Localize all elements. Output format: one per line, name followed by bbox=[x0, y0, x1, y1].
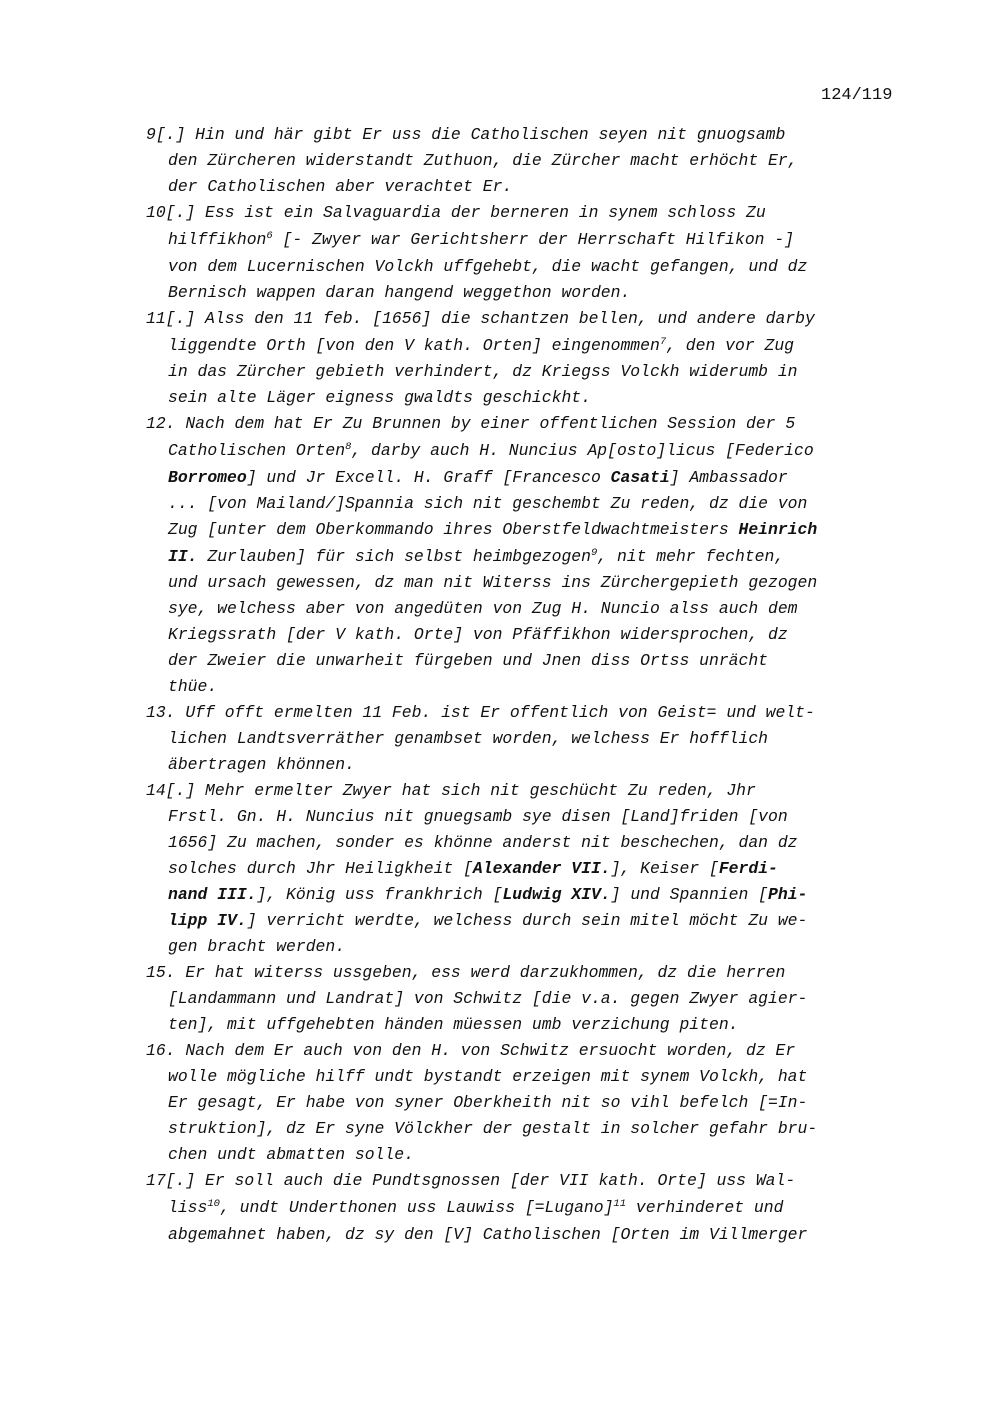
text-run: abgemahnet haben, dz sy den [V] Catholischen [Orten im Villmerger bbox=[168, 1224, 808, 1244]
bold-name: Ludwig XIV. bbox=[502, 885, 611, 904]
entry-line bbox=[146, 856, 906, 882]
entry-line bbox=[146, 830, 906, 856]
text-run: ] und Jr Excell. H. Graff [Francesco bbox=[246, 467, 611, 487]
text-run: 17[.] Er soll auch die Pundtsgnossen [der VII kath. Orte] uss Wal- bbox=[146, 1171, 796, 1190]
entry-11 bbox=[146, 306, 906, 412]
text-run: 14[.] Mehr ermelter Zwyer hat sich nit geschücht Zu reden, Jhr bbox=[146, 781, 756, 800]
text-run: ] verricht werdte, welchess durch sein mitel möcht Zu we- bbox=[246, 911, 808, 930]
entry-12 bbox=[146, 411, 906, 700]
text-run: struktion], dz Er syne Völckher der gestalt in solcher gefahr bru- bbox=[168, 1119, 818, 1138]
entry-line bbox=[146, 332, 906, 360]
bold-name: Alexander VII. bbox=[472, 859, 611, 878]
bold-name: nand III. bbox=[168, 885, 257, 904]
entry-line bbox=[146, 437, 906, 465]
text-run: den Zürcheren widerstandt Zuthuon, die Zürcher macht erhöcht Er, bbox=[168, 151, 798, 170]
entry-line bbox=[146, 1116, 906, 1142]
text-run: gen bracht werden. bbox=[168, 937, 346, 956]
entry-17 bbox=[146, 1168, 906, 1248]
entry-line bbox=[146, 543, 906, 571]
entry-line bbox=[146, 700, 906, 726]
entry-13 bbox=[146, 700, 906, 778]
text-run: 11[.] Alss den 11 feb. [1656] die schantzen bellen, und andere darby bbox=[146, 308, 815, 328]
entry-line bbox=[146, 778, 906, 804]
text-run: ] und Spannien [ bbox=[610, 885, 769, 904]
text-run: 13. Uff offt ermelten 11 Feb. ist Er offentlich von Geist= und welt- bbox=[146, 703, 815, 722]
text-run: Zug [unter dem Oberkommando ihres Oberstfeldwachtmeisters bbox=[168, 519, 739, 539]
entry-line bbox=[146, 122, 906, 148]
entry-line bbox=[146, 648, 906, 674]
text-run: sye, welchess aber von angedüten von Zug H. Nuncio alss auch dem bbox=[168, 599, 798, 618]
text-run: thüe. bbox=[168, 677, 218, 696]
text-run: Frstl. Gn. H. Nuncius nit gnuegsamb sye disen [Land]friden [von bbox=[168, 807, 788, 826]
entry-line bbox=[146, 752, 906, 778]
text-run: [- Zwyer war Gerichtsherr der Herrschaft Hilfikon -] bbox=[272, 230, 794, 249]
text-run: Zurlauben] für sich selbst heimbgezogen bbox=[197, 546, 591, 566]
entry-line bbox=[146, 570, 906, 596]
entry-line bbox=[146, 1194, 906, 1222]
text-run: , darby auch H. Nuncius Ap[osto]licus [Federico bbox=[351, 441, 814, 460]
entry-line bbox=[146, 1090, 906, 1116]
entry-line bbox=[146, 804, 906, 830]
text-run: 16. Nach dem Er auch von den H. von Schwitz ersuocht worden, dz Er bbox=[146, 1041, 796, 1060]
text-run: in das Zürcher gebieth verhindert, dz Kriegss Volckh widerumb in bbox=[168, 362, 798, 381]
transcription-body bbox=[146, 122, 906, 1248]
footnote-ref: 7 bbox=[659, 335, 667, 348]
entry-line bbox=[146, 148, 906, 174]
entry-line bbox=[146, 908, 906, 934]
entry-line bbox=[146, 491, 906, 517]
entry-line bbox=[146, 882, 906, 908]
bold-name: lipp IV. bbox=[168, 911, 247, 930]
text-run: chen undt abmatten solle. bbox=[168, 1145, 414, 1164]
entry-line bbox=[146, 1012, 906, 1038]
text-run: wolle mögliche hilff undt bystandt erzeigen mit synem Volckh, hat bbox=[168, 1067, 808, 1086]
text-run: 9[.] Hin und här gibt Er uss die Catholischen seyen nit gnuogsamb bbox=[146, 125, 786, 144]
entry-line bbox=[146, 174, 906, 200]
text-run: ten], mit uffgehebten händen müessen umb verzichung piten. bbox=[168, 1015, 739, 1034]
text-run: , undt Underthonen uss Lauwiss [=Lugano] bbox=[219, 1198, 614, 1217]
entry-line bbox=[146, 1222, 906, 1248]
entry-line bbox=[146, 1064, 906, 1090]
entry-line bbox=[146, 385, 906, 411]
entry-line bbox=[146, 934, 906, 960]
entry-line bbox=[146, 280, 906, 306]
footnote-ref: 6 bbox=[266, 230, 273, 242]
text-run: Kriegssrath [der V kath. Orte] von Pfäffikhon widersprochen, dz bbox=[168, 625, 788, 644]
text-run: verhinderet und bbox=[626, 1198, 784, 1217]
text-run: und ursach gewessen, dz man nit Witerss ins Zürchergepieth gezogen bbox=[168, 573, 818, 592]
entry-14 bbox=[146, 778, 906, 960]
text-run: ], König uss frankhrich [ bbox=[256, 885, 503, 904]
text-run: 15. Er hat witerss ussgeben, ess werd darzukhommen, dz die herren bbox=[146, 963, 786, 982]
bold-name: Borromeo bbox=[168, 467, 247, 487]
text-run: , den vor Zug bbox=[666, 335, 794, 355]
bold-name: Heinrich bbox=[738, 519, 818, 539]
entry-line bbox=[146, 1168, 906, 1194]
entry-line bbox=[146, 517, 906, 543]
entry-line bbox=[146, 306, 906, 332]
page-number: 124/119 bbox=[821, 86, 893, 105]
footnote-ref: 10 bbox=[207, 1198, 220, 1210]
bold-name: Casati bbox=[610, 467, 670, 487]
text-run: Er gesagt, Er habe von syner Oberkheith nit so vihl befelch [=In- bbox=[168, 1093, 808, 1112]
footnote-ref: 9 bbox=[590, 546, 598, 559]
text-run: ], Keiser [ bbox=[610, 859, 719, 878]
entry-line bbox=[146, 986, 906, 1012]
text-run: solches durch Jhr Heiligkheit [ bbox=[168, 859, 473, 878]
footnote-ref: 11 bbox=[613, 1198, 627, 1210]
entry-line bbox=[146, 622, 906, 648]
text-run: Catholischen Orten bbox=[168, 441, 346, 460]
text-run: Bernisch wappen daran hangend weggethon worden. bbox=[168, 282, 631, 302]
text-run: sein alte Läger eigness gwaldts geschickht. bbox=[168, 388, 591, 407]
entry-line bbox=[146, 359, 906, 385]
entry-line bbox=[146, 465, 906, 491]
text-run: ... [von Mailand/]Spannia sich nit geschembt Zu reden, dz die von bbox=[168, 493, 808, 513]
text-run: äbertragen khönnen. bbox=[168, 755, 355, 774]
text-run: liss bbox=[168, 1198, 208, 1217]
text-run: 1656] Zu machen, sonder es khönne anderst nit beschechen, dan dz bbox=[168, 833, 798, 852]
entry-10 bbox=[146, 200, 906, 306]
entry-line bbox=[146, 200, 906, 226]
bold-name: II. bbox=[168, 546, 198, 566]
text-run: der Zweier die unwarheit fürgeben und Jnen diss Ortss unrächt bbox=[168, 651, 768, 670]
text-run: der Catholischen aber verachtet Er. bbox=[168, 177, 513, 196]
text-run: , nit mehr fechten, bbox=[597, 546, 785, 566]
entry-line bbox=[146, 226, 906, 254]
text-run: lichen Landtsverräther genambset worden, welchess Er hofflich bbox=[168, 729, 768, 748]
bold-name: Phi- bbox=[768, 885, 808, 904]
text-run: ] Ambassador bbox=[669, 467, 788, 487]
entry-line bbox=[146, 1142, 906, 1168]
entry-line bbox=[146, 726, 906, 752]
text-run: [Landammann und Landrat] von Schwitz [die v.a. gegen Zwyer agier- bbox=[168, 989, 808, 1008]
footnote-ref: 8 bbox=[345, 441, 352, 453]
entry-9 bbox=[146, 122, 906, 200]
entry-line bbox=[146, 596, 906, 622]
entry-16 bbox=[146, 1038, 906, 1168]
entry-line bbox=[146, 254, 906, 280]
entry-15 bbox=[146, 960, 906, 1038]
text-run: hilffikhon bbox=[168, 230, 267, 249]
bold-name: Ferdi- bbox=[718, 859, 778, 878]
text-run: 10[.] Ess ist ein Salvaguardia der berneren in synem schloss Zu bbox=[146, 203, 766, 222]
entry-line bbox=[146, 411, 906, 437]
text-run: von dem Lucernischen Volckh uffgehebt, die wacht gefangen, und dz bbox=[168, 256, 808, 276]
text-run: liggendte Orth [von den V kath. Orten] eingenommen bbox=[168, 335, 660, 355]
entry-line bbox=[146, 1038, 906, 1064]
entry-line bbox=[146, 674, 906, 700]
entry-line bbox=[146, 960, 906, 986]
text-run: 12. Nach dem hat Er Zu Brunnen by einer offentlichen Session der 5 bbox=[146, 414, 796, 433]
